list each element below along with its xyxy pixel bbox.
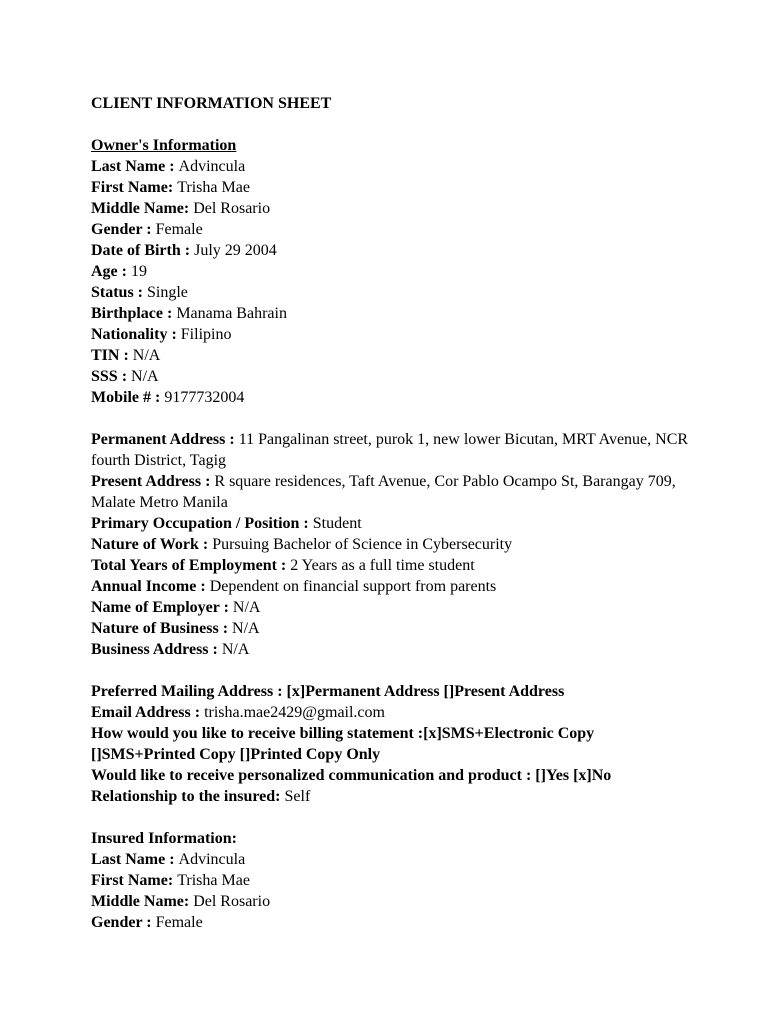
field-value: Trisha Mae — [177, 179, 250, 196]
field-value: Manama Bahrain — [176, 305, 287, 322]
email-row — [91, 702, 691, 723]
field-label: Last Name : — [91, 851, 179, 868]
owner-status-row — [91, 282, 691, 303]
spacer — [91, 408, 691, 429]
field-value: Female — [155, 914, 203, 931]
field-value: Advincula — [178, 158, 246, 175]
annual-income-row — [91, 576, 691, 597]
insured-last-name-row — [91, 849, 691, 870]
field-value: Filipino — [180, 326, 232, 343]
field-value: 9177732004 — [164, 389, 245, 406]
owner-last-name-row — [91, 156, 691, 177]
billing-statement-row: How would you like to receive billing statement :[x]SMS+Electronic Copy []SMS+Printed Copy []Printed Copy Only — [91, 725, 595, 763]
field-label: Mobile # : — [91, 389, 165, 406]
insured-gender-row — [91, 912, 691, 933]
owner-age-row — [91, 261, 691, 282]
field-label: Nationality : — [91, 326, 181, 343]
field-label: Gender : — [91, 914, 156, 931]
owner-first-name-row — [91, 177, 691, 198]
occupation-row — [91, 513, 691, 534]
field-label: First Name: — [91, 179, 178, 196]
spacer — [91, 660, 691, 681]
present-address-row — [91, 471, 691, 513]
field-label: Date of Birth : — [91, 242, 195, 259]
field-value: N/A — [132, 347, 161, 364]
document-title: CLIENT INFORMATION SHEET — [91, 95, 332, 112]
owner-tin-row — [91, 345, 691, 366]
field-label: Relationship to the insured: — [91, 788, 285, 805]
field-label: Gender : — [91, 221, 156, 238]
permanent-address-row — [91, 429, 691, 471]
field-value: N/A — [232, 620, 260, 637]
field-label: Birthplace : — [91, 305, 177, 322]
field-label: Last Name : — [91, 158, 179, 175]
field-label: Present Address : — [91, 473, 215, 490]
owner-gender-row — [91, 219, 691, 240]
field-value: July 29 2004 — [194, 242, 277, 259]
field-value: N/A — [131, 368, 159, 385]
insured-middle-name-row — [91, 891, 691, 912]
field-value: 2 Years as a full time student — [290, 557, 475, 574]
field-value: Female — [155, 221, 203, 238]
field-value: 11 Pangalinan street, purok 1, new lower Bicutan, MRT Avenue, NCR fourth District, Tagig — [91, 431, 689, 469]
field-label: Permanent Address : — [91, 431, 239, 448]
field-value: Dependent on financial support from parents — [209, 578, 497, 595]
field-label: Middle Name: — [91, 200, 194, 217]
field-label: Total Years of Employment : — [91, 557, 291, 574]
field-label: Middle Name: — [91, 893, 194, 910]
document-page — [91, 93, 691, 933]
personalized-communication-row: Would like to receive personalized communication and product : []Yes [x]No — [91, 767, 612, 784]
owner-middle-name-row — [91, 198, 691, 219]
field-value: Del Rosario — [193, 200, 271, 217]
insured-first-name-row — [91, 870, 691, 891]
preferred-mailing-row: Preferred Mailing Address : [x]Permanent Address []Present Address — [91, 683, 565, 700]
relationship-row — [91, 786, 691, 807]
employer-name-row — [91, 597, 691, 618]
owner-mobile-row — [91, 387, 691, 408]
field-label: Name of Employer : — [91, 599, 233, 616]
nature-of-work-row — [91, 534, 691, 555]
field-label: Business Address : — [91, 641, 222, 658]
field-label: Status : — [91, 284, 148, 301]
field-label: Age : — [91, 263, 131, 280]
nature-of-business-row — [91, 618, 691, 639]
field-label: SSS : — [91, 368, 132, 385]
field-value: Single — [147, 284, 188, 301]
owner-nationality-row — [91, 324, 691, 345]
field-label: First Name: — [91, 872, 178, 889]
field-value: N/A — [232, 599, 261, 616]
field-value: trisha.mae2429@gmail.com — [204, 704, 385, 721]
field-label: Nature of Work : — [91, 536, 213, 553]
spacer — [91, 114, 691, 135]
field-label: Nature of Business : — [91, 620, 233, 637]
years-employment-row — [91, 555, 691, 576]
owner-birthplace-row — [91, 303, 691, 324]
field-value: N/A — [221, 641, 250, 658]
field-value: R square residences, Taft Avenue, Cor Pablo Ocampo St, Barangay 709, Malate Metro Manila — [91, 473, 676, 511]
field-value: Self — [284, 788, 311, 805]
business-address-row — [91, 639, 691, 660]
field-value: Pursuing Bachelor of Science in Cybersecurity — [212, 536, 513, 553]
field-label: Email Address : — [91, 704, 205, 721]
owner-sss-row — [91, 366, 691, 387]
spacer — [91, 807, 691, 828]
field-label: Annual Income : — [91, 578, 210, 595]
owner-dob-row — [91, 240, 691, 261]
field-value: Advincula — [178, 851, 246, 868]
field-value: 19 — [130, 263, 147, 280]
field-value: Student — [312, 515, 362, 532]
field-label: TIN : — [91, 347, 133, 364]
field-label: Primary Occupation / Position : — [91, 515, 313, 532]
insured-section-heading: Insured Information: — [91, 830, 237, 847]
owner-section-heading: Owner's Information — [91, 137, 237, 154]
field-value: Trisha Mae — [177, 872, 250, 889]
field-value: Del Rosario — [193, 893, 271, 910]
